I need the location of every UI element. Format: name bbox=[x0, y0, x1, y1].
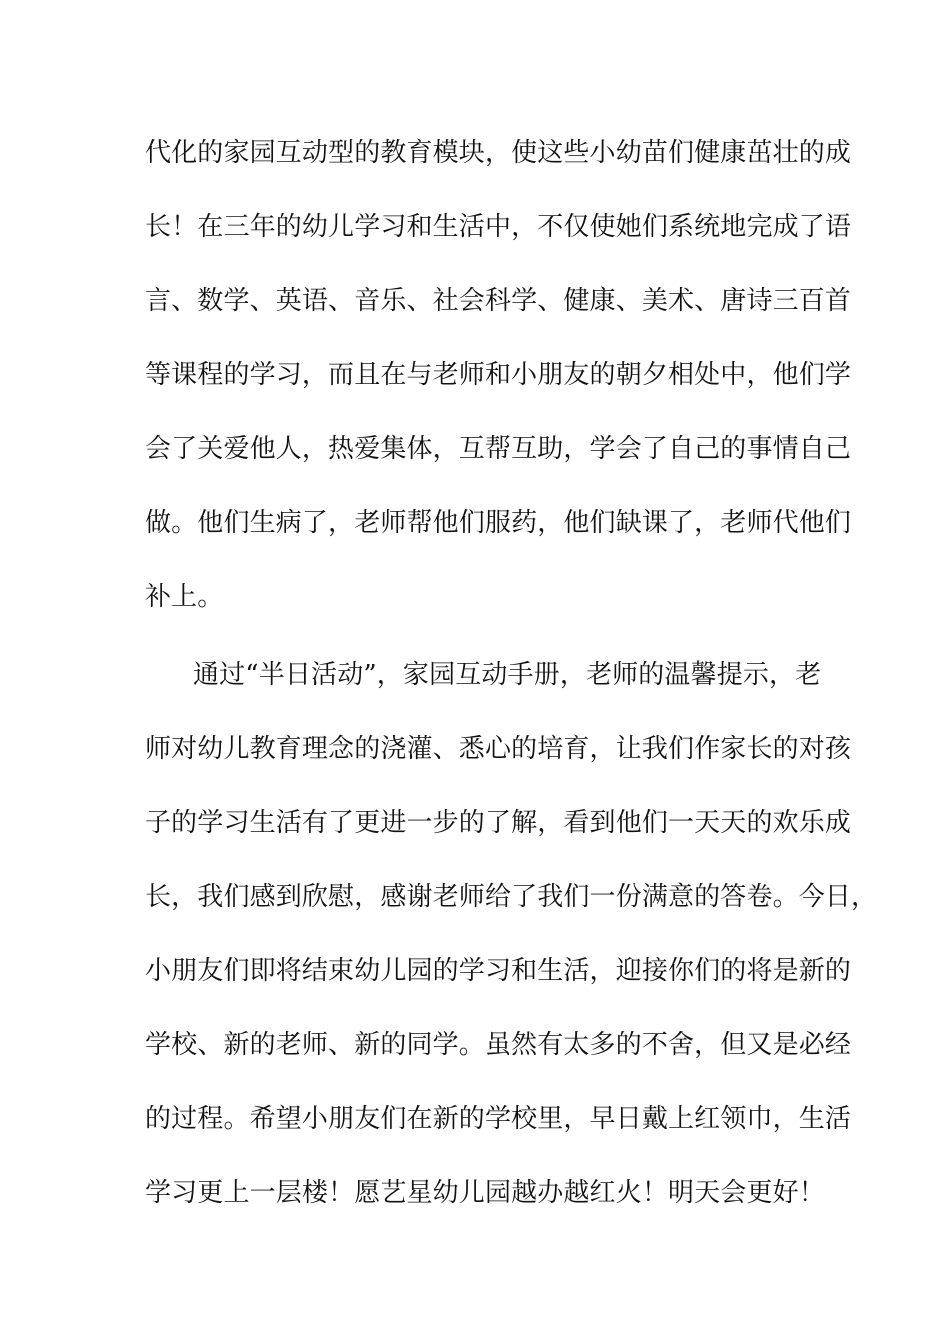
text-line: 做。他们生病了，老师帮他们服药，他们缺课了，老师代他们 bbox=[145, 508, 852, 538]
text-line: 子的学习生活有了更进一步的了解，看到他们一天天的欢乐成 bbox=[145, 808, 852, 838]
text-line: 的过程。希望小朋友们在新的学校里，早日戴上红领巾，生活 bbox=[145, 1104, 852, 1134]
text-line: 会了关爱他人，热爱集体，互帮互助，学会了自己的事情自己 bbox=[145, 434, 852, 464]
text-line: 学校、新的老师、新的同学。虽然有太多的不舍，但又是必经 bbox=[145, 1030, 852, 1060]
text-line: 学习更上一层楼！愿艺星幼儿园越办越红火！明天会更好！ bbox=[145, 1178, 825, 1208]
text-line: 师对幼儿教育理念的浇灌、悉心的培育，让我们作家长的对孩 bbox=[145, 734, 852, 764]
text-line: 言、数学、英语、音乐、社会科学、健康、美术、唐诗三百首 bbox=[145, 286, 852, 316]
text-line: 通过“半日活动”，家园互动手册，老师的温馨提示，老 bbox=[193, 660, 822, 690]
text-line: 补上。 bbox=[145, 582, 224, 612]
text-line: 长，我们感到欣慰，感谢老师给了我们一份满意的答卷。今日， bbox=[145, 882, 878, 912]
text-line: 代化的家园互动型的教育模块，使这些小幼苗们健康茁壮的成 bbox=[145, 138, 852, 168]
text-line: 长！在三年的幼儿学习和生活中，不仅使她们系统地完成了语 bbox=[145, 212, 852, 242]
text-line: 小朋友们即将结束幼儿园的学习和生活，迎接你们的将是新的 bbox=[145, 956, 852, 986]
text-line: 等课程的学习，而且在与老师和小朋友的朝夕相处中，他们学 bbox=[145, 360, 852, 390]
